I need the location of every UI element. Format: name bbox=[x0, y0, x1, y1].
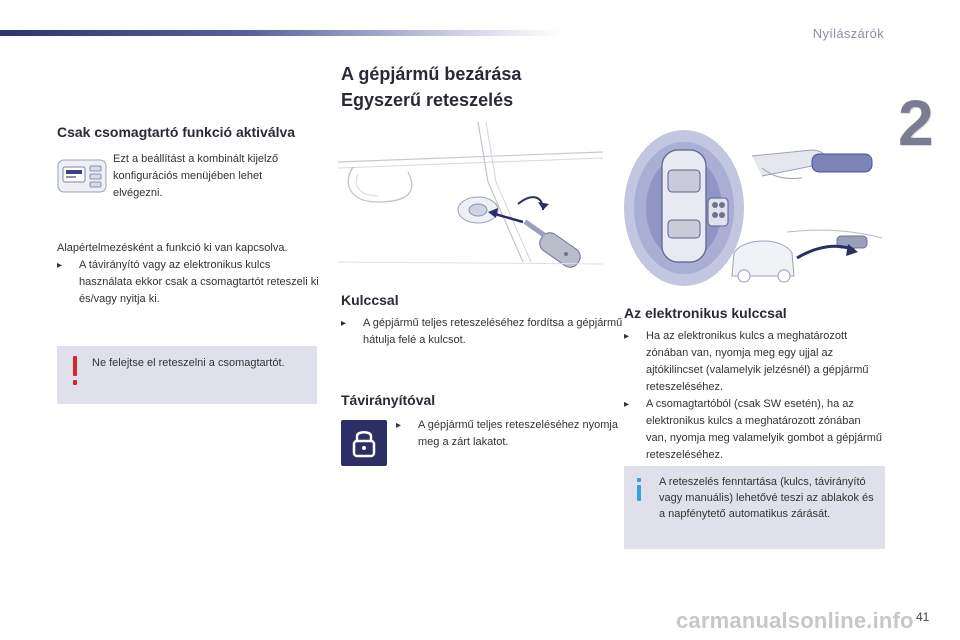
section-heading-trunk-only: Csak csomagtartó funkció aktiválva bbox=[57, 124, 296, 140]
top-accent-bar bbox=[0, 30, 560, 36]
chapter-number: 2 bbox=[898, 87, 934, 159]
bullet-arrow-icon: ▸ bbox=[624, 331, 630, 342]
list-item bbox=[624, 396, 884, 464]
bullet-arrow-icon: ▸ bbox=[396, 420, 402, 431]
default-setting-block bbox=[57, 240, 322, 308]
bullet-text: A csomagtartóból (csak SW esetén), ha az elektronikus kulcs a meghatározott zónában van, nyomja meg valamelyik gombot a gépjármű reteszeléséhez. bbox=[646, 398, 883, 461]
warning-text: Ne felejtse el reteszelni a csomagtartót. bbox=[92, 357, 285, 369]
bullet-arrow-icon: ▸ bbox=[624, 399, 630, 410]
warning-box bbox=[57, 346, 317, 404]
page-subtitle: Egyszerű reteszelés bbox=[341, 90, 514, 110]
bullet-text: Ha az elektronikus kulcs a meghatározott zónában van, nyomja meg egy ujjal az ajtókilincset (valamelyik jelzésnél) a gépjármű reteszeléséhez. bbox=[646, 330, 869, 393]
info-box bbox=[624, 466, 885, 549]
instrument-panel-icon bbox=[57, 158, 107, 194]
watermark: carmanualsonline.info bbox=[676, 608, 914, 633]
chapter-title: Nyílászárók bbox=[812, 26, 884, 41]
door-key-illustration bbox=[338, 122, 603, 282]
bullet-text: A gépjármű teljes reteszeléséhez fordítsa a gépjármű hátulja felé a kulcsot. bbox=[363, 317, 623, 346]
key-heading: Kulccsal bbox=[341, 292, 399, 308]
lock-button-icon bbox=[341, 420, 387, 466]
padlock-icon bbox=[341, 420, 387, 466]
bullet-text: A távirányító vagy az elektronikus kulcs használata ekkor csak a csomagtartót reteszeli ki és/vagy nyitja ki. bbox=[79, 259, 319, 305]
remote-heading: Távirányítóval bbox=[341, 392, 436, 408]
bullet-text: A gépjármű teljes reteszeléséhez nyomja meg a zárt lakatot. bbox=[418, 419, 618, 448]
info-text: A reteszelés fenntartása (kulcs, távirányító vagy manuális) lehetővé teszi az ablakok és a napfénytető automatikus zárását. bbox=[659, 476, 874, 520]
keyless-zone-illustration bbox=[622, 128, 887, 293]
list-item bbox=[396, 417, 628, 451]
list-item bbox=[624, 328, 884, 396]
page-title: A gépjármű bezárása bbox=[341, 64, 522, 84]
bullet-arrow-icon: ▸ bbox=[341, 318, 347, 329]
intro-text: Ezt a beállítást a kombinált kijelző konfigurációs menüjében lehet elvégezni. bbox=[113, 153, 279, 199]
list-item bbox=[57, 257, 322, 308]
electronic-key-heading: Az elektronikus kulccsal bbox=[624, 305, 787, 321]
default-setting-text: Alapértelmezésként a funkció ki van kapcsolva. bbox=[57, 242, 288, 254]
electronic-key-list bbox=[624, 328, 884, 464]
list-item bbox=[341, 315, 625, 349]
info-icon bbox=[634, 478, 644, 502]
page-number: 41 bbox=[916, 610, 930, 624]
exclamation-icon bbox=[71, 356, 79, 386]
bullet-arrow-icon: ▸ bbox=[57, 260, 63, 271]
